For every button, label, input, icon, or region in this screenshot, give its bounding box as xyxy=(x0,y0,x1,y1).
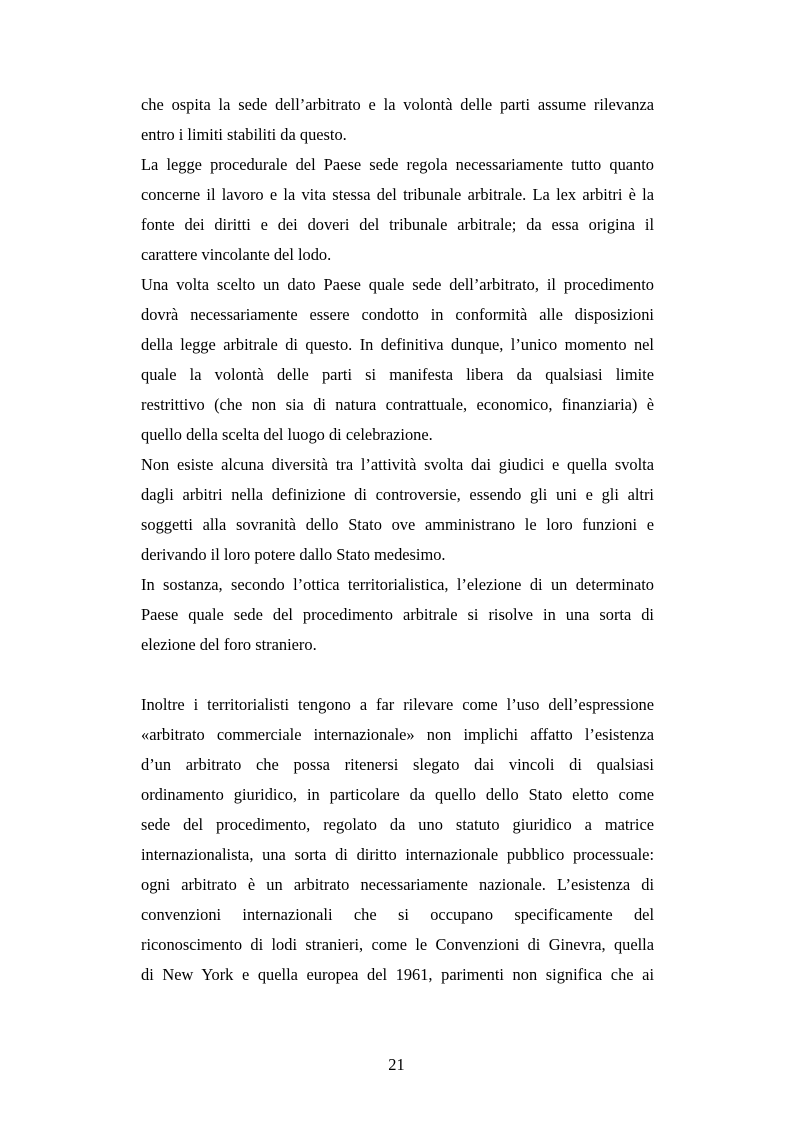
text-line: entro i limiti stabiliti da questo. xyxy=(141,125,347,144)
text-line: Inoltre i territorialisti tengono a far rilevare come l’uso dell’espressione xyxy=(141,695,654,714)
text-line: sede del procedimento, regolato da uno statuto giuridico a matrice xyxy=(141,815,654,834)
text-line: soggetti alla sovranità dello Stato ove amministrano le loro funzioni e xyxy=(141,515,654,534)
text-line: fonte dei diritti e dei doveri del tribunale arbitrale; da essa origina il xyxy=(141,215,654,234)
text-line: ogni arbitrato è un arbitrato necessariamente nazionale. L’esistenza di xyxy=(141,875,654,894)
text-line: di New York e quella europea del 1961, parimenti non significa che ai xyxy=(141,965,654,984)
paragraph-4 xyxy=(141,450,654,570)
text-line: concerne il lavoro e la vita stessa del tribunale arbitrale. La lex arbitri è la xyxy=(141,185,654,204)
text-line: dagli arbitri nella definizione di controversie, essendo gli uni e gli altri xyxy=(141,485,654,504)
page-number: 21 xyxy=(388,1055,405,1074)
text-line: della legge arbitrale di questo. In definitiva dunque, l’unico momento nel xyxy=(141,335,654,354)
text-line: convenzioni internazionali che si occupano specificamente del xyxy=(141,905,654,924)
paragraph-5 xyxy=(141,570,654,660)
text-line: derivando il loro potere dallo Stato medesimo. xyxy=(141,545,446,564)
text-line: In sostanza, secondo l’ottica territorialistica, l’elezione di un determinato xyxy=(141,575,654,594)
text-line: internazionalista, una sorta di diritto internazionale pubblico processuale: xyxy=(141,845,654,864)
text-line: che ospita la sede dell’arbitrato e la volontà delle parti assume rilevanza xyxy=(141,95,654,114)
paragraph-6 xyxy=(141,690,654,990)
paragraph-2 xyxy=(141,150,654,270)
text-line: restrittivo (che non sia di natura contrattuale, economico, finanziaria) è xyxy=(141,395,654,414)
text-line: d’un arbitrato che possa ritenersi slegato dai vincoli di qualsiasi xyxy=(141,755,654,774)
text-line: quale la volontà delle parti si manifesta libera da qualsiasi limite xyxy=(141,365,654,384)
document-body xyxy=(141,90,654,990)
text-line: Non esiste alcuna diversità tra l’attività svolta dai giudici e quella svolta xyxy=(141,455,654,474)
text-line: Paese quale sede del procedimento arbitrale si risolve in una sorta di xyxy=(141,605,654,624)
paragraph-spacer xyxy=(141,660,654,690)
paragraph-1 xyxy=(141,90,654,150)
text-line: quello della scelta del luogo di celebrazione. xyxy=(141,425,433,444)
text-line: carattere vincolante del lodo. xyxy=(141,245,332,264)
text-line: ordinamento giuridico, in particolare da quello dello Stato eletto come xyxy=(141,785,654,804)
text-line: dovrà necessariamente essere condotto in conformità alle disposizioni xyxy=(141,305,654,324)
text-line: Una volta scelto un dato Paese quale sede dell’arbitrato, il procedimento xyxy=(141,275,654,294)
text-line: «arbitrato commerciale internazionale» non implichi affatto l’esistenza xyxy=(141,725,654,744)
text-line: elezione del foro straniero. xyxy=(141,635,317,654)
text-line: La legge procedurale del Paese sede regola necessariamente tutto quanto xyxy=(141,155,654,174)
text-line: riconoscimento di lodi stranieri, come le Convenzioni di Ginevra, quella xyxy=(141,935,654,954)
paragraph-3 xyxy=(141,270,654,450)
